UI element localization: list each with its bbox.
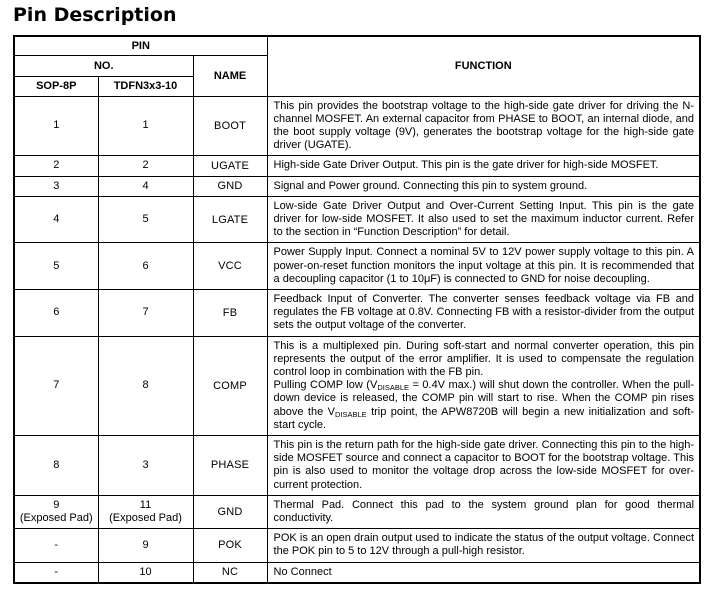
table-row-pok bbox=[14, 529, 700, 562]
pin-sop8p-cell: 8 bbox=[14, 435, 98, 495]
pin-tdfn-cell: 4 bbox=[98, 176, 193, 196]
pin-sop8p-cell: - bbox=[14, 529, 98, 562]
pin-name-cell: VCC bbox=[193, 243, 267, 290]
pin-tdfn-cell: 10 bbox=[98, 562, 193, 583]
header-sop8p: SOP-8P bbox=[14, 76, 98, 96]
pin-name-cell: COMP bbox=[193, 336, 267, 435]
header-pin: PIN bbox=[14, 36, 267, 55]
pin-function-cell: This is a multiplexed pin. During soft-start and normal converter operation, this pin represents the output of the error amplifier. It is used to compensate the regulation control loop in combination with the FB pin. Pulling COMP low ($V_{DISABLE} = 0.4V$ max.) will shut down the controller. When the pull-down device is released, the COMP pin will start to rise. When the COMP pin rises above the $V_{DISABLE}$ trip point, the APW8720B will begin a new initialization and soft-start cycle. bbox=[267, 336, 700, 435]
pin-sop8p-cell: 4 bbox=[14, 196, 98, 243]
header-row-pin bbox=[14, 36, 700, 55]
pin-name-cell: GND bbox=[193, 495, 267, 528]
pin-function-cell: No Connect bbox=[267, 562, 700, 583]
pin-name-cell: GND bbox=[193, 176, 267, 196]
header-function: FUNCTION bbox=[267, 36, 700, 96]
pin-name-cell: NC bbox=[193, 562, 267, 583]
page-title: Pin Description bbox=[13, 4, 177, 26]
pin-name-cell: BOOT bbox=[193, 96, 267, 156]
pin-name-cell: FB bbox=[193, 289, 267, 336]
pin-function-cell: Power Supply Input. Connect a nominal 5V to 12V power supply voltage to this pin. A power-on-reset function monitors the input voltage at this pin. It is recommended that a decoupling capacitor (1 to 10μF) is connected to GND for noise decoupling. bbox=[267, 243, 700, 290]
pin-tdfn-cell: 7 bbox=[98, 289, 193, 336]
pin-sop8p-cell: 6 bbox=[14, 289, 98, 336]
pin-name-cell: UGATE bbox=[193, 156, 267, 176]
table-row-comp bbox=[14, 336, 700, 435]
pin-function-cell: This pin is the return path for the high-side gate driver. Connecting this pin to the high-side MOSFET source and connect a capacitor to BOOT for the bootstrap voltage. This pin is also used to monitor the voltage drop across the low-side MOSFET for over-current protection. bbox=[267, 435, 700, 495]
pin-sop8p-cell: 2 bbox=[14, 156, 98, 176]
header-tdfn3x3-10: TDFN3x3-10 bbox=[98, 76, 193, 96]
pin-tdfn-cell: 8 bbox=[98, 336, 193, 435]
pin-sop8p-cell: 3 bbox=[14, 176, 98, 196]
table-row-ugate bbox=[14, 156, 700, 176]
pin-function-cell: This pin provides the bootstrap voltage to the high-side gate driver for driving the N-channel MOSFET. An external capacitor from PHASE to BOOT, an internal diode, and the boot supply voltage (9V), generates the bootstrap voltage for the high-side gate driver (UGATE). bbox=[267, 96, 700, 156]
pin-tdfn-cell: 5 bbox=[98, 196, 193, 243]
pin-tdfn-cell: 1 bbox=[98, 96, 193, 156]
pin-function-cell: Thermal Pad. Connect this pad to the system ground plan for good thermal conductivity. bbox=[267, 495, 700, 528]
pin-function-cell: High-side Gate Driver Output. This pin is the gate driver for high-side MOSFET. bbox=[267, 156, 700, 176]
pin-sop8p-cell: 9 (Exposed Pad) bbox=[14, 495, 98, 528]
pin-tdfn-cell: 3 bbox=[98, 435, 193, 495]
pin-sop8p-cell: - bbox=[14, 562, 98, 583]
pin-name-cell: LGATE bbox=[193, 196, 267, 243]
pin-description-table bbox=[13, 35, 701, 584]
table-body bbox=[14, 96, 700, 583]
header-name: NAME bbox=[193, 55, 267, 96]
pin-tdfn-cell: 11 (Exposed Pad) bbox=[98, 495, 193, 528]
table-row-lgate bbox=[14, 196, 700, 243]
pin-tdfn-cell: 9 bbox=[98, 529, 193, 562]
table-row-gnd bbox=[14, 176, 700, 196]
pin-function-cell: POK is an open drain output used to indicate the status of the output voltage. Connect the POK pin to 5 to 12V through a pull-high resistor. bbox=[267, 529, 700, 562]
pin-tdfn-cell: 6 bbox=[98, 243, 193, 290]
table-header bbox=[14, 36, 700, 96]
table-row-gnd-pad bbox=[14, 495, 700, 528]
pin-sop8p-cell: 7 bbox=[14, 336, 98, 435]
pin-name-cell: PHASE bbox=[193, 435, 267, 495]
pin-tdfn-cell: 2 bbox=[98, 156, 193, 176]
pin-sop8p-cell: 1 bbox=[14, 96, 98, 156]
header-no: NO. bbox=[14, 55, 193, 76]
table-row-vcc bbox=[14, 243, 700, 290]
pin-sop8p-cell: 5 bbox=[14, 243, 98, 290]
pin-name-cell: POK bbox=[193, 529, 267, 562]
table-row-boot bbox=[14, 96, 700, 156]
pin-function-cell: Signal and Power ground. Connecting this pin to system ground. bbox=[267, 176, 700, 196]
table-row-fb bbox=[14, 289, 700, 336]
table-row-nc bbox=[14, 562, 700, 583]
pin-function-cell: Low-side Gate Driver Output and Over-Current Setting Input. This pin is the gate driver for low-side MOSFET. It also used to set the maximum inductor current. Refer to the section in “Function Description” for detail. bbox=[267, 196, 700, 243]
pin-function-cell: Feedback Input of Converter. The converter senses feedback voltage via FB and regulates the FB voltage at 0.8V. Connecting FB with a resistor-divider from the output sets the output voltage of the converter. bbox=[267, 289, 700, 336]
table-row-phase bbox=[14, 435, 700, 495]
